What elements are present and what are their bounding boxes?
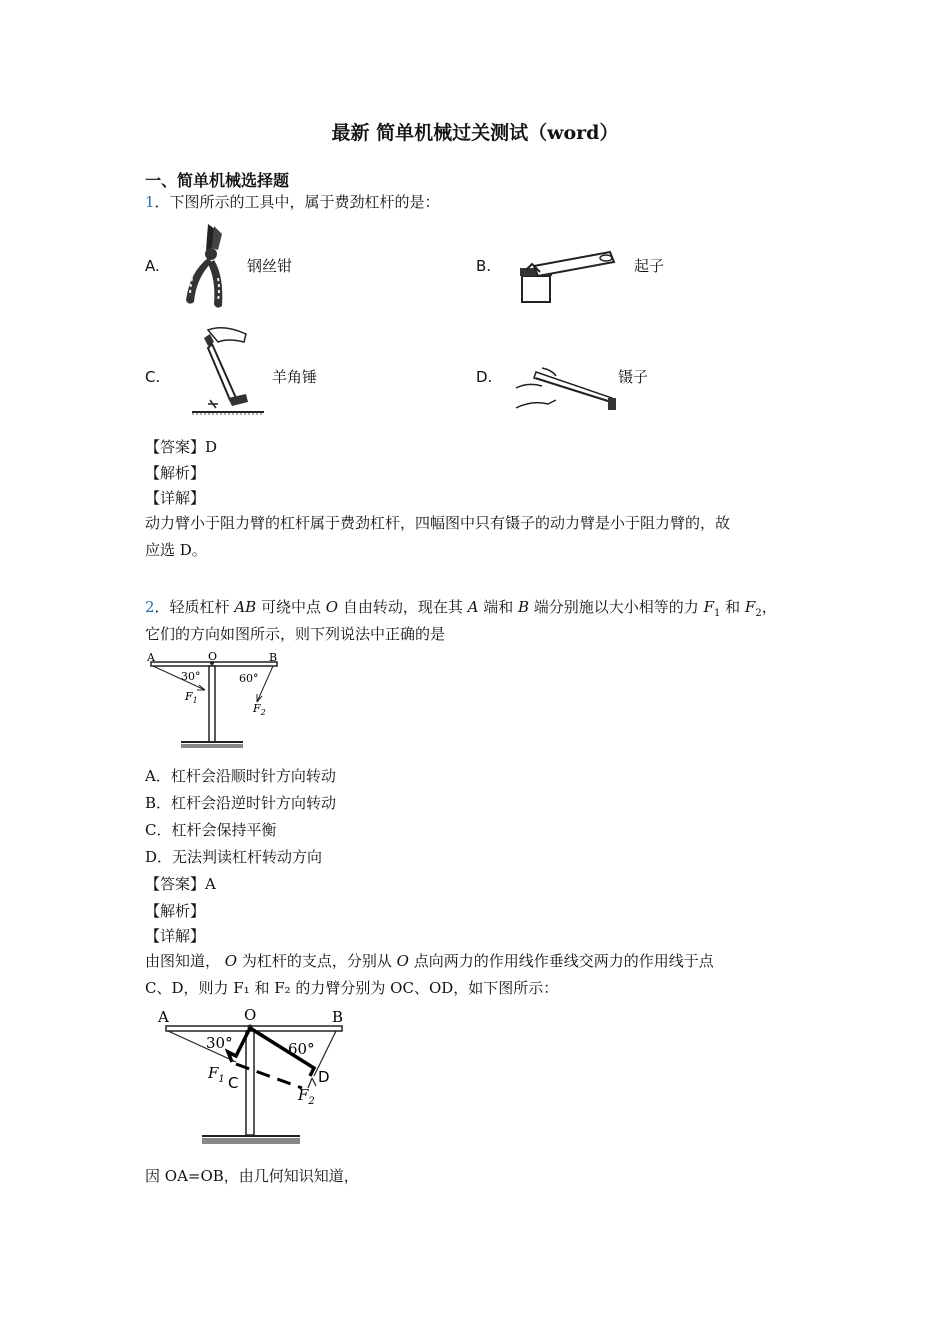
explain-var-o: O <box>224 952 238 970</box>
explain-var-o: O <box>396 952 409 970</box>
pliers-icon <box>178 220 240 310</box>
q2-explanation-line-3: 因 OA=OB，由几何知识知道， <box>145 1167 359 1185</box>
stem-text: 可绕中点 <box>256 598 326 616</box>
angle-60-label: 60° <box>288 1040 315 1058</box>
claw-hammer-icon <box>188 320 268 420</box>
option-d-letter: D. <box>476 368 493 386</box>
option-b-letter: B. <box>476 257 492 275</box>
label-o: O <box>208 650 218 663</box>
subscript: 2 <box>755 608 762 619</box>
question-2-stem-line-2: 它们的方向如图所示，则下列说法中正确的是 <box>145 625 446 643</box>
q2-option-b: B．杠杆会沿逆时针方向转动 <box>145 794 337 812</box>
angle-30-label: 30° <box>206 1034 233 1052</box>
stem-var-o: O <box>325 598 339 616</box>
q2-explanation-line-1 <box>145 951 714 971</box>
label-a: A <box>147 651 155 664</box>
stem-text: 自由转动，现在其 <box>338 598 468 616</box>
q1-explanation-line-1: 动力臂小于阻力臂的杠杆属于费劲杠杆，四幅图中只有镊子的动力臂是小于阻力臂的，故 <box>145 514 731 532</box>
stem-text: 和 <box>720 598 745 616</box>
explain-text: 为杠杆的支点，分别从 <box>237 952 397 970</box>
force-f2-label: $F_2$ <box>253 702 266 717</box>
label-o: O <box>244 1006 257 1024</box>
angle-30-label: 30° <box>181 670 201 683</box>
angle-60-label: 60° <box>239 672 259 685</box>
q2-analysis-label: 【解析】 <box>145 902 206 920</box>
q2-option-c: C．杠杆会保持平衡 <box>145 821 277 839</box>
lever-arm-diagram <box>152 1006 352 1152</box>
question-1-stem <box>145 192 440 212</box>
question-number: 2 <box>145 598 155 616</box>
explain-text: 由图知道， <box>145 952 225 970</box>
option-c-label: 羊角锤 <box>272 368 318 386</box>
question-2-stem-line-1 <box>145 597 777 624</box>
stem-var-f2: F <box>744 598 756 616</box>
section-heading: 一、简单机械选择题 <box>145 171 290 190</box>
force-f1-label: $F_1$ <box>208 1064 225 1085</box>
q2-answer: 【答案】A <box>145 875 216 893</box>
option-b-label: 起子 <box>634 257 665 275</box>
stem-var-a: A <box>467 598 479 616</box>
stem-text: 端和 <box>478 598 518 616</box>
force-f1-label: $F_1$ <box>185 690 198 705</box>
q1-explanation-line-2: 应选 D。 <box>145 541 207 559</box>
q2-detail-label: 【详解】 <box>145 927 206 945</box>
stem-text: ， <box>761 598 777 616</box>
question-number: 1 <box>145 193 155 211</box>
page-title: 最新 简单机械过关测试（word） <box>331 122 619 144</box>
tweezers-icon <box>512 360 632 420</box>
option-a-letter: A. <box>145 257 160 275</box>
question-text: ．下图所示的工具中，属于费劲杠杆的是： <box>154 193 440 211</box>
bottle-opener-icon <box>514 248 626 304</box>
label-a: A <box>158 1008 169 1026</box>
point-c-label: C <box>228 1074 239 1092</box>
point-d-label: D <box>318 1068 330 1086</box>
stem-var-f1: F <box>703 598 714 616</box>
lever-diagram <box>143 650 283 752</box>
q2-option-a: A．杠杆会沿顺时针方向转动 <box>145 767 336 785</box>
option-a-label: 钢丝钳 <box>247 257 293 275</box>
stem-var-ab: AB <box>234 598 257 616</box>
force-f2-label: $F_2$ <box>298 1086 315 1107</box>
label-b: B <box>269 651 278 664</box>
option-d-label: 镊子 <box>618 368 649 386</box>
q1-answer: 【答案】D <box>145 438 218 456</box>
subscript: 1 <box>713 608 721 619</box>
stem-text: ．轻质杠杆 <box>154 598 235 616</box>
label-b: B <box>332 1008 344 1026</box>
stem-text: 端分别施以大小相等的力 <box>529 598 704 616</box>
option-c-letter: C. <box>145 368 161 386</box>
q2-option-d: D．无法判读杠杆转动方向 <box>145 848 323 866</box>
q2-explanation-line-2: C、D，则力 F₁ 和 F₂ 的力臂分别为 OC、OD，如下图所示： <box>145 979 559 997</box>
q1-analysis-label: 【解析】 <box>145 464 206 482</box>
q1-detail-label: 【详解】 <box>145 489 206 507</box>
explain-text: 点向两力的作用线作垂线交两力的作用线于点 <box>408 952 714 970</box>
stem-var-b: B <box>517 598 530 616</box>
